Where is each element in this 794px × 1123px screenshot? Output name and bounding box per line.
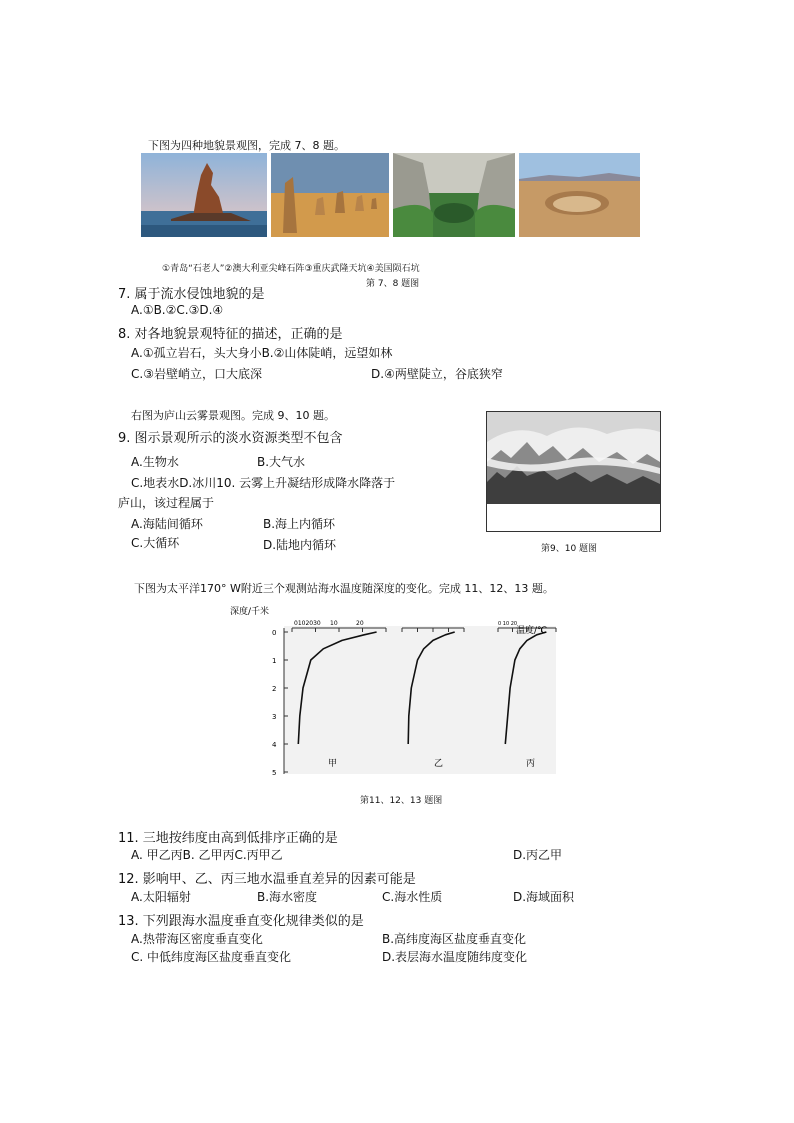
figure-label-7-8: 第 7、8 题图 xyxy=(366,279,420,289)
photo-tiankeng xyxy=(393,153,515,237)
q12-stem: 12. 影响甲、乙、丙三地水温垂直差异的因素可能是 xyxy=(118,872,416,887)
q9-stem: 9. 图示景观所示的淡水资源类型不包含 xyxy=(118,431,343,446)
q11-option-d: D.丙乙甲 xyxy=(513,848,563,862)
temperature-depth-chart xyxy=(228,600,564,780)
top-axis-label: 20 xyxy=(356,620,364,627)
q10-stem-cont: 庐山，该过程属于 xyxy=(118,496,215,510)
lushan-fog-photo xyxy=(486,411,661,532)
y-tick-label: 3 xyxy=(272,713,277,721)
q9-option-a: A.生物水 xyxy=(131,455,179,469)
y-tick-label: 4 xyxy=(272,741,277,749)
q11-stem: 11. 三地按纬度由高到低排序正确的是 xyxy=(118,831,338,846)
figure-label-11-13: 第11、12、13 题图 xyxy=(360,796,443,806)
q13-stem: 13. 下列跟海水温度垂直变化规律类似的是 xyxy=(118,914,364,929)
q13-option-a: A.热带海区密度垂直变化 xyxy=(131,932,263,946)
top-axis-label: 0 10 20 xyxy=(498,621,518,627)
y-tick-label: 0 xyxy=(272,629,277,637)
q10-option-b: B.海上内循环 xyxy=(263,517,336,531)
q8-option-c: C.③岩壁峭立，口大底深 xyxy=(131,367,262,381)
q11-options-abc: A. 甲乙丙B. 乙甲丙C.丙甲乙 xyxy=(131,848,283,862)
photo-pinnacles xyxy=(271,153,389,237)
q13-option-d: D.表层海水温度随纬度变化 xyxy=(382,950,528,964)
q10-option-a: A.海陆间循环 xyxy=(131,517,203,531)
q13-option-c: C. 中低纬度海区盐度垂直变化 xyxy=(131,950,292,964)
series-label: 甲 xyxy=(328,759,338,769)
q9-option-b: B.大气水 xyxy=(257,455,306,469)
q8-option-d: D.④两壁陡立，谷底狭窄 xyxy=(371,367,503,381)
x-axis-label: 温度/℃ xyxy=(516,626,548,636)
q8-option-ab: A.①孤立岩石，头大身小B.②山体陡峭，远望如林 xyxy=(131,346,393,360)
figure-label-9-10: 第9、10 题图 xyxy=(541,544,598,554)
y-axis-label: 深度/千米 xyxy=(230,607,270,617)
top-axis-label: 0102030 xyxy=(294,620,321,627)
y-tick-label: 5 xyxy=(272,769,277,777)
top-axis-label: 10 xyxy=(330,620,338,627)
q12-option-a: A.太阳辐射 xyxy=(131,890,191,904)
q8-stem: 8. 对各地貌景观特征的描述，正确的是 xyxy=(118,327,343,342)
q12-option-b: B.海水密度 xyxy=(257,890,318,904)
series-label: 乙 xyxy=(434,759,444,769)
q9-option-cd-q10: C.地表水D.冰川10. 云雾上升凝结形成降水降落于 xyxy=(131,476,396,490)
q7-options: A.①B.②C.③D.④ xyxy=(131,303,224,317)
section1-intro: 下图为四种地貌景观图，完成 7、8 题。 xyxy=(148,139,345,152)
q13-option-b: B.高纬度海区盐度垂直变化 xyxy=(382,932,527,946)
q10-option-d: D.陆地内循环 xyxy=(263,538,337,552)
series-label: 丙 xyxy=(526,759,536,769)
q12-option-c: C.海水性质 xyxy=(382,890,443,904)
photo-meteor-crater xyxy=(519,153,640,237)
y-tick-label: 1 xyxy=(272,657,277,665)
photo-rock-pillar xyxy=(141,153,267,237)
q12-option-d: D.海域面积 xyxy=(513,890,575,904)
q10-option-c: C.大循环 xyxy=(131,536,180,550)
q7-stem: 7. 属于流水侵蚀地貌的是 xyxy=(118,287,265,302)
section2-intro: 右图为庐山云雾景观图。完成 9、10 题。 xyxy=(131,409,335,422)
section3-intro: 下图为太平洋170° W附近三个观测站海水温度随深度的变化。完成 11、12、13 题。 xyxy=(134,582,554,595)
photo-captions: ①青岛“石老人”②澳大利亚尖峰石阵③重庆武隆天坑④美国陨石坑 xyxy=(162,264,420,274)
y-tick-label: 2 xyxy=(272,685,277,693)
